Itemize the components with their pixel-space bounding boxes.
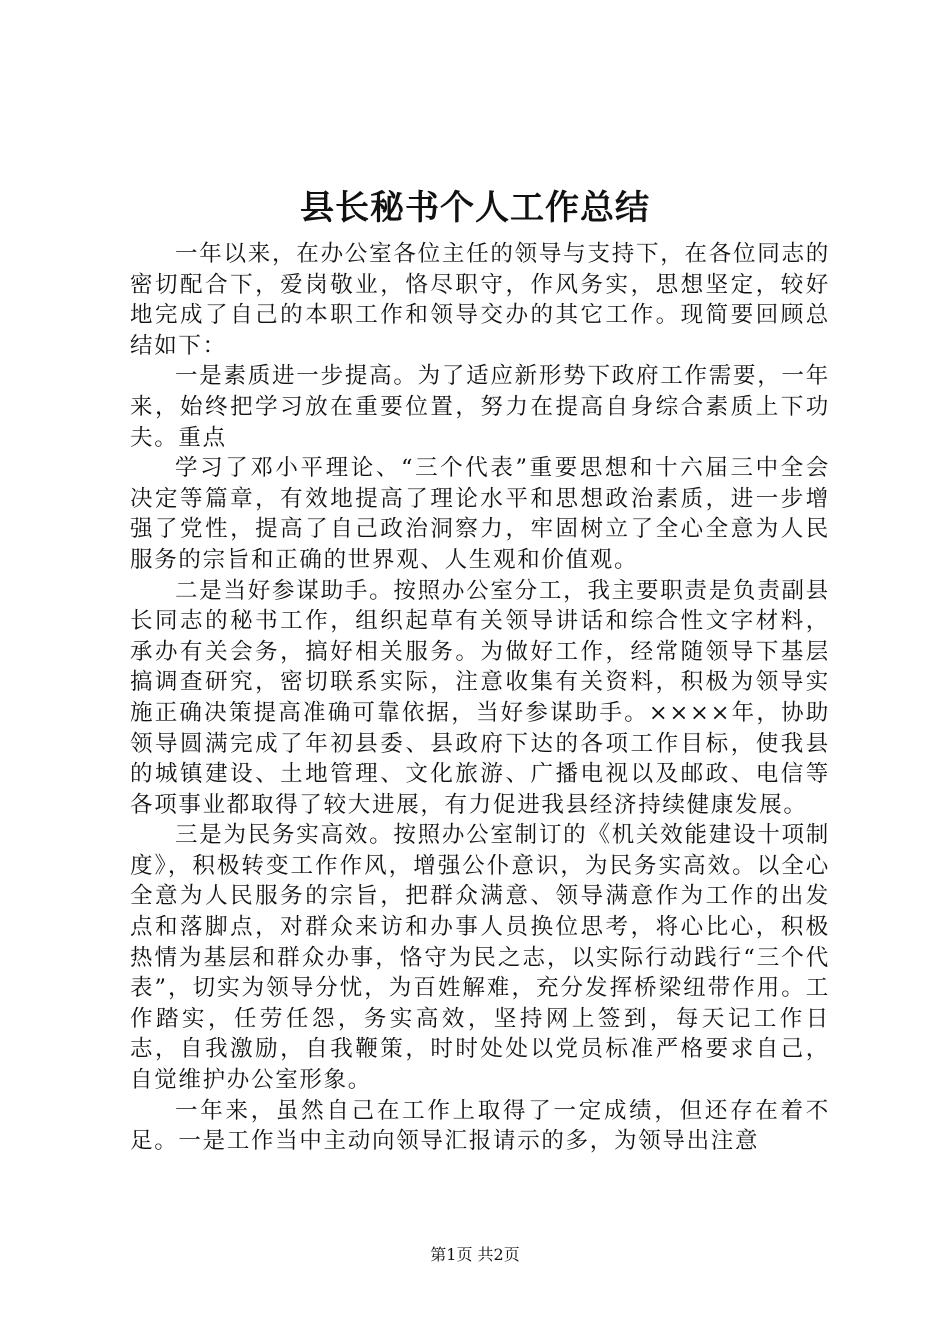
paragraph-shortcomings: 一年来，虽然自己在工作上取得了一定成绩，但还存在着不足。一是工作当中主动向领导汇报请示的多，为领导出注意 — [130, 1097, 830, 1155]
paragraph-study: 学习了邓小平理论、“三个代表”重要思想和十六届三中全会决定等篇章，有效地提高了理论水平和思想政治素质，进一步增强了党性，提高了自己政治洞察力，牢固树立了全心全意为人民服务的宗旨和正确的世界观、人生观和价值观。 — [130, 455, 830, 573]
paragraph-intro: 一年以来，在办公室各位主任的领导与支持下，在各位同志的密切配合下，爱岗敬业，恪尽职守，作风务实，思想坚定，较好地完成了自己的本职工作和领导交办的其它工作。现简要回顾总结如下： — [130, 241, 830, 359]
page-number: 第1页 共2页 — [430, 1245, 520, 1264]
paragraph-service: 三是为民务实高效。按照办公室制订的《机关效能建设十项制度》，积极转变工作作风，增强公仆意识，为民务实高效。以全心全意为人民服务的宗旨，把群众满意、领导满意作为工作的出发点和落脚点，对群众来访和办事人员换位思考，将心比心，积极热情为基层和群众办事，恪守为民之志，以实际行动践行“三个代表”，切实为领导分忧，为百姓解难，充分发挥桥梁纽带作用。工作踏实，任劳任怨，务实高效，坚持网上签到，每天记工作日志，自我激励，自我鞭策，时时处处以党员标准严格要求自己，自觉维护办公室形象。 — [130, 822, 830, 1094]
document-title: 县长秘书个人工作总结 — [300, 188, 650, 228]
paragraph-advisor: 二是当好参谋助手。按照办公室分工，我主要职责是负责副县长同志的秘书工作，组织起草有关领导讲话和综合性文字材料，承办有关会务，搞好相关服务。为做好工作，经常随领导下基层搞调查研究，密切联系实际，注意收集有关资料，积极为领导实施正确决策提高准确可靠依据，当好参谋助手。××××年，协助领导圆满完成了年初县委、县政府下达的各项工作目标，使我县的城镇建设、土地管理、文化旅游、广播电视以及邮政、电信等各项事业都取得了较大进展，有力促进我县经济持续健康发展。 — [130, 577, 830, 818]
paragraph-quality: 一是素质进一步提高。为了适应新形势下政府工作需要，一年来，始终把学习放在重要位置，努力在提高自身综合素质上下功夫。重点 — [130, 363, 830, 451]
document-body — [130, 239, 830, 1157]
